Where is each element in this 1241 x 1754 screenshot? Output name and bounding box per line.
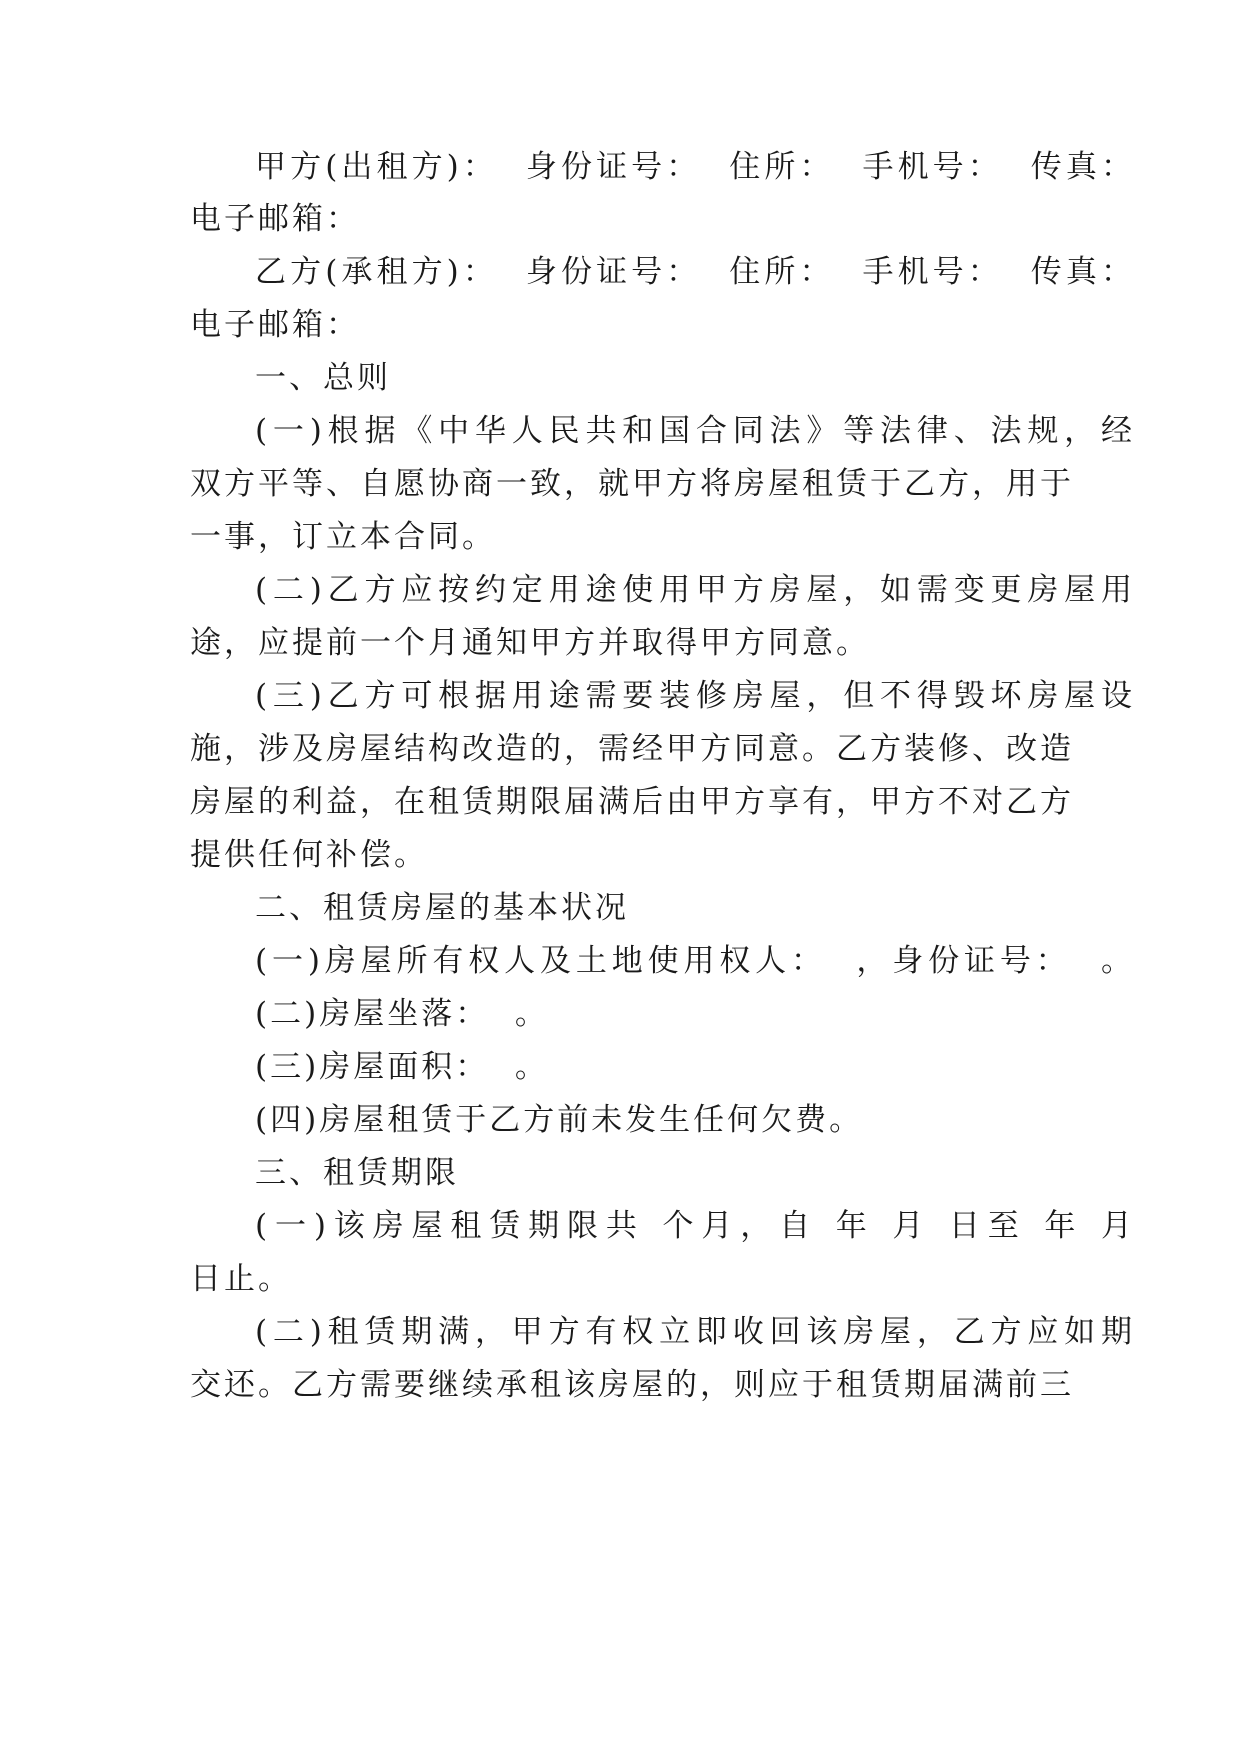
paragraph-line: (二)乙方应按约定用途使用甲方房屋，如需变更房屋用 [255, 572, 1135, 608]
paragraph-line: (二)房屋坐落： 。 [255, 996, 549, 1032]
section-heading-property: 二、租赁房屋的基本状况 [255, 890, 629, 926]
paragraph-line: (三)房屋面积： 。 [255, 1049, 549, 1085]
paragraph-line: 房屋的利益，在租赁期限届满后由甲方享有，甲方不对乙方 [190, 784, 1074, 820]
paragraph-line: 提供任何补偿。 [190, 837, 428, 873]
party-a-email-line: 电子邮箱： [190, 201, 360, 237]
party-b-info-line: 乙方(承租方)： 身份证号： 住所： 手机号： 传真： [255, 254, 1135, 290]
party-b-email-line: 电子邮箱： [190, 307, 360, 343]
paragraph-line: (一)该房屋租赁期限共 个月，自 年 月 日至 年 月 [255, 1208, 1135, 1244]
paragraph-line: 一事，订立本合同。 [190, 519, 496, 555]
paragraph-line: 日止。 [190, 1261, 292, 1297]
section-heading-term: 三、租赁期限 [255, 1155, 459, 1191]
paragraph-line: 双方平等、自愿协商一致，就甲方将房屋租赁于乙方，用于 [190, 466, 1074, 502]
paragraph-line: (二)租赁期满，甲方有权立即收回该房屋，乙方应如期 [255, 1314, 1135, 1350]
paragraph-line: 途，应提前一个月通知甲方并取得甲方同意。 [190, 625, 870, 661]
paragraph-line: (四)房屋租赁于乙方前未发生任何欠费。 [255, 1102, 864, 1138]
paragraph-line: (一)房屋所有权人及土地使用权人： ，身份证号： 。 [255, 943, 1135, 979]
paragraph-line: 施，涉及房屋结构改造的，需经甲方同意。乙方装修、改造 [190, 731, 1074, 767]
paragraph-line: (一)根据《中华人民共和国合同法》等法律、法规，经 [255, 413, 1135, 449]
paragraph-line: 交还。乙方需要继续承租该房屋的，则应于租赁期届满前三 [190, 1367, 1074, 1403]
party-a-info-line: 甲方(出租方)： 身份证号： 住所： 手机号： 传真： [255, 149, 1135, 185]
paragraph-line: (三)乙方可根据用途需要装修房屋，但不得毁坏房屋设 [255, 678, 1135, 714]
section-heading-general: 一、总则 [255, 360, 391, 396]
